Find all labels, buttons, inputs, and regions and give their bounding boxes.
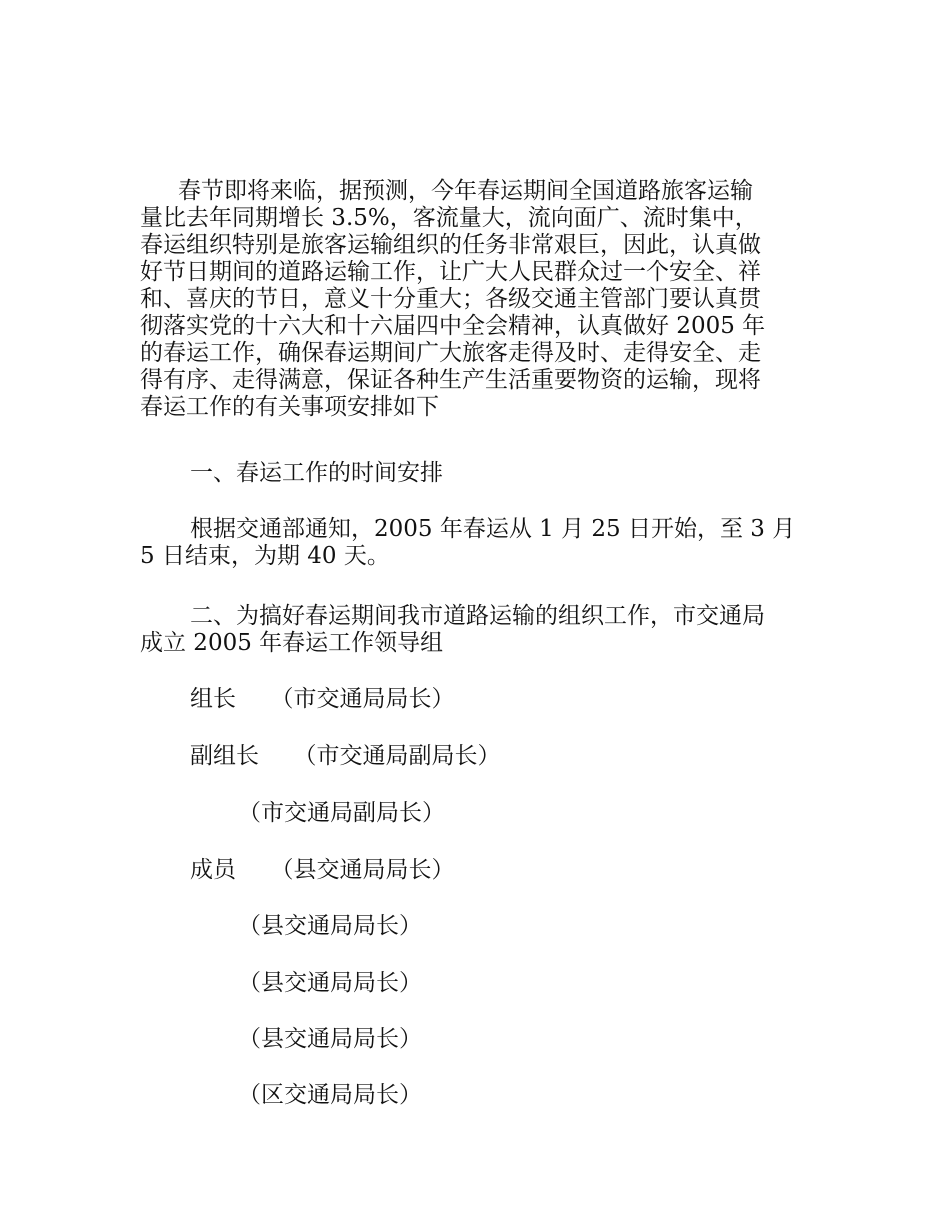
intro-line-3: 春运组织特别是旅客运输组织的任务非常艰巨，因此，认真做: [140, 232, 761, 258]
member-line-4: （县交通局局长）: [238, 1026, 422, 1052]
section-2-line-2: 成立 2005 年春运工作领导组: [140, 630, 444, 656]
deputy-leader-line: 副组长 （市交通局副局长）: [190, 743, 501, 769]
intro-line-4: 好节日期间的道路运输工作，让广大人民群众过一个安全、祥: [140, 259, 761, 285]
member-line-5: （区交通局局长）: [238, 1082, 422, 1108]
section-1-line-1: 根据交通部通知，2005 年春运从 1 月 25 日开始，至 3 月: [190, 516, 796, 542]
leader-line: 组长 （市交通局局长）: [190, 686, 455, 712]
intro-line-1: 春节即将来临，据预测，今年春运期间全国道路旅客运输: [178, 178, 753, 204]
intro-line-8: 得有序、走得满意，保证各种生产生活重要物资的运输，现将: [140, 367, 761, 393]
deputy-leader-line-2: （市交通局副局长）: [238, 800, 445, 826]
section-1-line-2: 5 日结束，为期 40 天。: [140, 543, 390, 569]
intro-line-5: 和、喜庆的节日，意义十分重大；各级交通主管部门要认真贯: [140, 286, 761, 312]
section-1-heading: 一、春运工作的时间安排: [190, 460, 443, 486]
member-line-2: （县交通局局长）: [238, 913, 422, 939]
section-2-line-1: 二、为搞好春运期间我市道路运输的组织工作，市交通局: [190, 603, 765, 629]
member-line: 成员 （县交通局局长）: [190, 857, 455, 883]
intro-line-7: 的春运工作，确保春运期间广大旅客走得及时、走得安全、走: [140, 340, 761, 366]
intro-line-6: 彻落实党的十六大和十六届四中全会精神，认真做好 2005 年: [140, 313, 766, 339]
intro-line-2: 量比去年同期增长 3.5%，客流量大，流向面广、流时集中，: [140, 205, 758, 231]
member-line-3: （县交通局局长）: [238, 970, 422, 996]
intro-line-9: 春运工作的有关事项安排如下: [140, 394, 439, 420]
